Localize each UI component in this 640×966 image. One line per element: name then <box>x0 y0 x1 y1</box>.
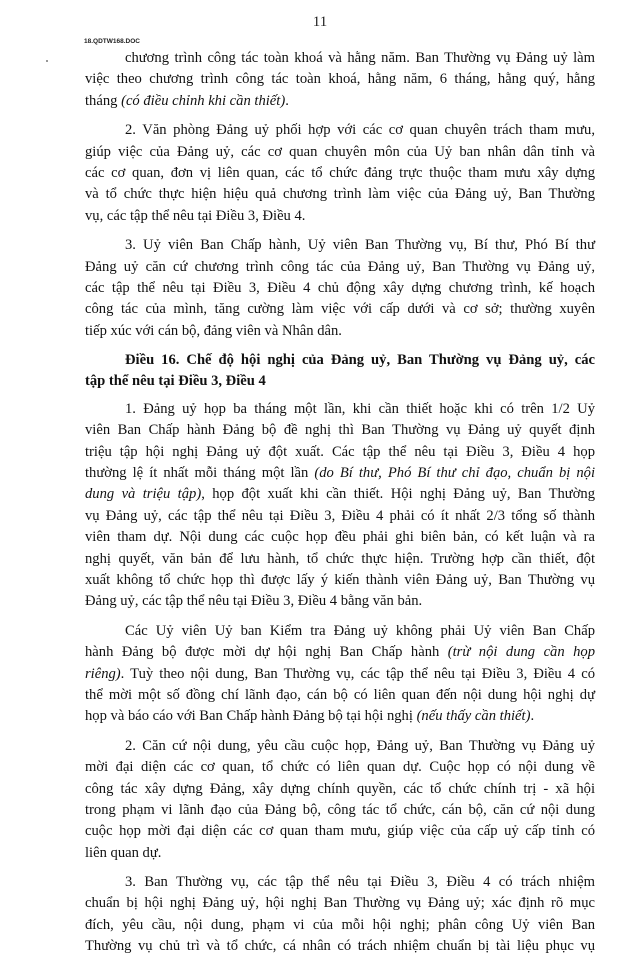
text-run: các cơ quan, đơn vị liên quan, các tổ chức đảng trực thuộc tham mưu xây dựng <box>85 164 595 181</box>
text-run: 2. Căn cứ nội dung, yêu cầu cuộc họp, Đảng uỷ, Ban Thường vụ Đảng uỷ <box>125 737 595 754</box>
text-line <box>85 706 595 727</box>
text-run: Đảng uỷ, các tập thể nêu tại Điều 3, Điều 4 bằng văn bản. <box>85 593 423 610</box>
document-body <box>85 48 595 966</box>
text-run: tập thể nêu tại Điều 3, Điều 4 <box>85 373 266 390</box>
text-run: . <box>285 92 289 109</box>
text-run: vụ, các tập thể nêu tại Điều 3, Điều 4. <box>85 207 306 224</box>
text-run: Điều 16. Chế độ hội nghị của Đảng uỷ, Ban Thường vụ Đảng uỷ, các <box>125 352 595 369</box>
scan-speck <box>46 60 48 62</box>
text-run: và tổ chức thực hiện hiệu quả chương trình làm việc của Đảng uỷ, Ban Thường <box>85 186 595 203</box>
text-line <box>85 821 595 842</box>
text-line <box>85 321 595 342</box>
text-line <box>85 350 595 371</box>
text-run: . <box>530 708 535 725</box>
text-run: công tác xây dựng Đảng, xây dựng chính quyền, các tổ chức chính trị - xã hội <box>85 780 595 797</box>
text-line <box>85 506 595 527</box>
text-run: chương trình công tác toàn khoá và hằng năm. Ban Thường vụ Đảng uỷ làm <box>125 50 595 66</box>
text-line <box>85 235 595 256</box>
document-file-reference: 18.QDTW168.DOC <box>84 38 140 45</box>
text-run: tiếp xúc với cán bộ, đảng viên và Nhân dân. <box>85 322 342 339</box>
text-run: hành Đảng bộ được mời dự hội nghị Ban Chấp hành <box>85 644 448 661</box>
text-run: các tập thể nêu tại Điều 3, Điều 4 chủ động xây dựng chương trình, kế hoạch <box>85 279 595 296</box>
paragraph <box>85 872 595 958</box>
paragraph <box>85 48 595 112</box>
text-run: chuẩn bị hội nghị Đảng uỷ, hội nghị Ban Thường vụ Đảng uỷ; xác định rõ mục <box>85 895 595 912</box>
italic-text: (nếu thấy cần thiết) <box>416 708 531 725</box>
text-line <box>85 142 595 163</box>
text-line <box>85 371 595 392</box>
text-line <box>85 206 595 227</box>
text-run: đích, yêu cầu, nội dung, phạm vi của mỗi hội nghị; phân công Uỷ viên Ban <box>85 916 595 933</box>
text-line <box>85 570 595 591</box>
text-line <box>85 484 595 505</box>
text-run: tháng <box>85 92 122 109</box>
text-line <box>85 442 595 463</box>
text-line <box>85 91 595 112</box>
text-run: việc theo chương trình công tác toàn khoá, hằng năm, 6 tháng, hằng quý, hằng <box>85 71 595 88</box>
text-run: vụ Đảng uỷ, các tập thể nêu tại Điều 3, Điều 4 phải có ít nhất 2/3 tổng số thành <box>85 507 595 524</box>
italic-text: (có điều chỉnh khi cần thiết) <box>121 92 286 109</box>
text-run: nghị quyết, văn bản để lưu hành, tổ chức thực hiện. Trường hợp cần thiết, đột <box>85 550 595 567</box>
text-line <box>85 591 595 612</box>
paragraph <box>85 399 595 613</box>
text-run: công tác của mình, tăng cường làm việc với cấp dưới và cơ sở; thường xuyên <box>85 301 595 318</box>
text-line <box>85 120 595 141</box>
text-line <box>85 420 595 441</box>
text-line <box>85 757 595 778</box>
text-run: Thường vụ chủ trì và tổ chức, cá nhân có trách nhiệm chuẩn bị tài liệu phục vụ <box>85 938 595 955</box>
text-run: , họp đột xuất khi cần thiết. Hội nghị Đảng uỷ, Ban Thường <box>201 486 595 503</box>
text-line <box>85 299 595 320</box>
italic-text: dung và triệu tập) <box>85 486 202 503</box>
text-run: 2. Văn phòng Đảng uỷ phối hợp với các cơ quan chuyên trách tham mưu, <box>125 122 595 139</box>
paragraph <box>85 120 595 227</box>
text-run: liên quan dự. <box>85 844 162 861</box>
italic-text: (trừ nội dung cần họp <box>447 644 595 661</box>
text-line <box>85 664 595 685</box>
paragraph <box>85 621 595 728</box>
text-run: cuộc họp mời đại diện các cơ quan tham mưu, giúp việc của cấp uỷ cấp tỉnh có <box>85 823 595 840</box>
text-line <box>85 163 595 184</box>
text-run: . Tuỳ theo nội dung, Ban Thường vụ, các tập thể nêu tại Điều 3, Điều 4 có <box>120 665 595 682</box>
text-line <box>85 257 595 278</box>
text-run: triệu tập hội nghị Đảng uỷ đột xuất. Các tập thể nêu tại Điều 3, Điều 4 họp <box>85 443 595 460</box>
text-run: họp và báo cáo với Ban Chấp hành Đảng bộ tại hội nghị <box>85 708 417 725</box>
page-number: 11 <box>312 14 328 30</box>
text-line <box>85 915 595 936</box>
text-line <box>85 278 595 299</box>
italic-text: (do Bí thư, Phó Bí thư chỉ đạo, chuẩn bị nội <box>314 465 595 482</box>
paragraph <box>85 736 595 864</box>
text-run: Các Uỷ viên Uỷ ban Kiểm tra Đảng uỷ không phải Uỷ viên Ban Chấp <box>125 622 595 639</box>
text-line <box>85 779 595 800</box>
text-run: thường lệ ít nhất mỗi tháng một lần <box>85 465 315 482</box>
text-line <box>85 642 595 663</box>
text-run: viên tham dự. Nội dung các cuộc họp đều phải ghi biên bản, có kết luận và ra <box>85 529 595 546</box>
italic-text: riêng) <box>85 665 121 682</box>
text-run: thể mời một số đồng chí lãnh đạo, cán bộ có liên quan đến nội dung hội nghị dự <box>85 686 595 703</box>
text-run: trong phạm vi lãnh đạo của Đảng bộ, công tác tổ chức, cán bộ, căn cứ nội dung <box>85 801 595 818</box>
text-line <box>85 685 595 706</box>
text-run: xuất không tổ chức họp thì được lấy ý kiến thành viên Đảng uỷ, Ban Thường vụ <box>85 571 595 588</box>
text-line <box>85 843 595 864</box>
text-line <box>85 527 595 548</box>
text-line <box>85 800 595 821</box>
text-run: mời đại diện các cơ quan, tổ chức có liên quan dự. Cuộc họp có nội dung về <box>85 759 595 776</box>
paragraph <box>85 235 595 342</box>
text-line <box>85 893 595 914</box>
text-line <box>85 872 595 893</box>
text-line <box>85 463 595 484</box>
text-line <box>85 48 595 69</box>
text-line <box>85 549 595 570</box>
text-run: viên Ban Chấp hành Đảng bộ đề nghị thì Ban Thường vụ Đảng uỷ quyết định <box>85 422 595 439</box>
text-run: giúp việc của Đảng uỷ, các cơ quan chuyên môn của Uỷ ban nhân dân tỉnh và <box>85 143 595 160</box>
text-line <box>85 736 595 757</box>
text-line <box>85 621 595 642</box>
text-line <box>85 399 595 420</box>
text-line <box>85 936 595 957</box>
text-run: 1. Đảng uỷ họp ba tháng một lần, khi cần thiết hoặc khi có trên 1/2 Uỷ <box>125 400 595 417</box>
section-heading <box>85 350 595 393</box>
text-line <box>85 184 595 205</box>
text-run: 3. Ban Thường vụ, các tập thể nêu tại Điều 3, Điều 4 có trách nhiệm <box>125 874 595 891</box>
text-line <box>85 69 595 90</box>
text-run: 3. Uỷ viên Ban Chấp hành, Uỷ viên Ban Thường vụ, Bí thư, Phó Bí thư <box>125 237 595 254</box>
text-run: Đảng uỷ căn cứ chương trình công tác của Đảng uỷ, Ban Thường vụ Đảng uỷ, <box>85 258 595 275</box>
